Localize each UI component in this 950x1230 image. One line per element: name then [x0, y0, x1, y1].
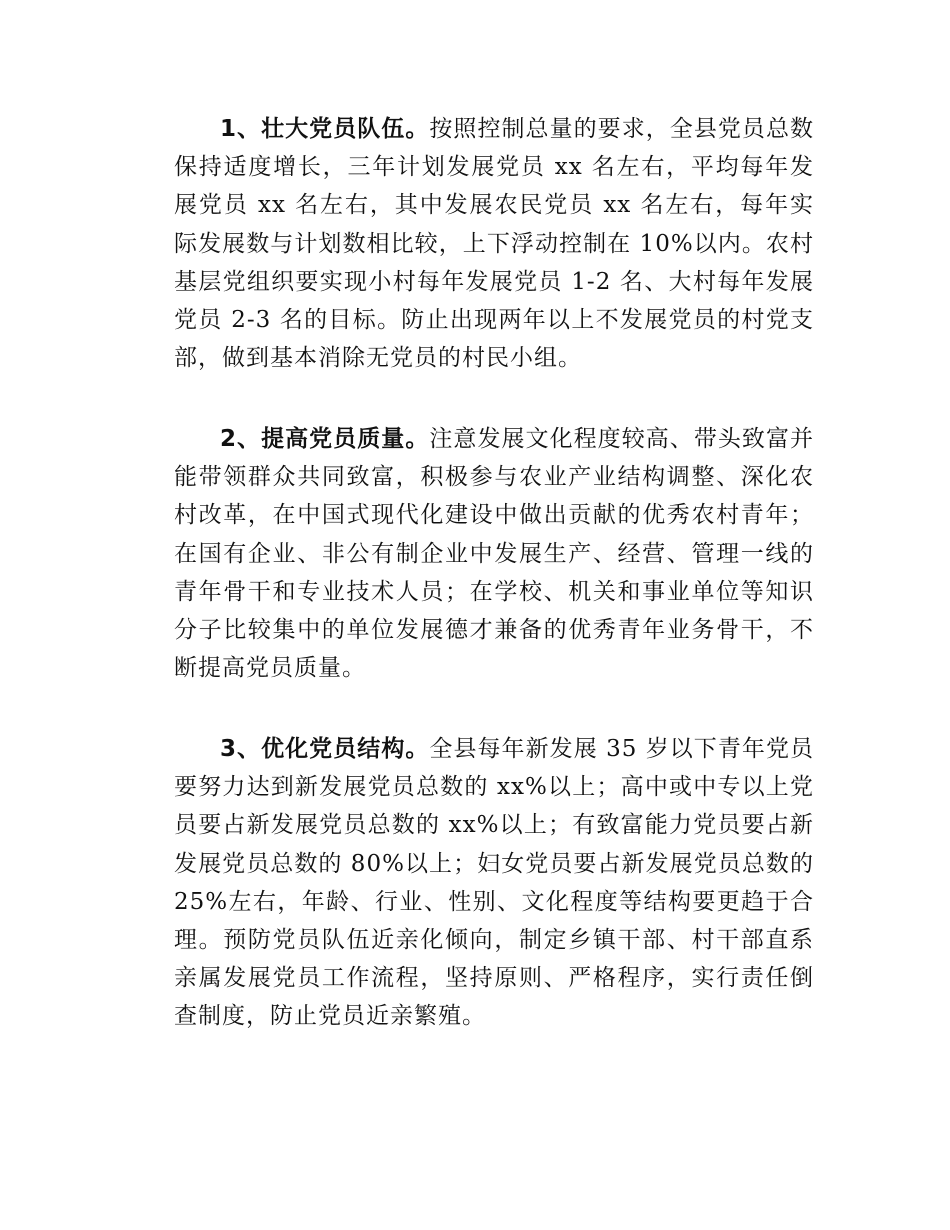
paragraph-2 [174, 420, 814, 687]
paragraph-3-heading: 3、优化党员结构。 [220, 736, 430, 762]
paragraph-1-heading: 1、壮大党员队伍。 [220, 116, 430, 142]
paragraph-2-heading: 2、提高党员质量。 [220, 426, 430, 452]
paragraph-1 [174, 110, 814, 377]
paragraph-3 [174, 730, 814, 1036]
paragraph-1-body: 按照控制总量的要求，全县党员总数保持适度增长，三年计划发展党员 xx 名左右，平均每年发展党员 xx 名左右，其中发展农民党员 xx 名左右，每年实际发展数与计划数相比较，上下浮动控制在 10%以内。农村基层党组织要实现小村每年发展党员 1-2 名、大村每年发展党员 2-3 名的目标。防止出现两年以上不发展党员的村党支部，做到基本消除无党员的村民小组。 [174, 116, 814, 372]
paragraph-2-body: 注意发展文化程度较高、带头致富并能带领群众共同致富，积极参与农业产业结构调整、深化农村改革，在中国式现代化建设中做出贡献的优秀农村青年；在国有企业、非公有制企业中发展生产、经营、管理一线的青年骨干和专业技术人员；在学校、机关和事业单位等知识分子比较集中的单位发展德才兼备的优秀青年业务骨干，不断提高党员质量。 [174, 426, 814, 682]
paragraph-3-body: 全县每年新发展 35 岁以下青年党员要努力达到新发展党员总数的 xx%以上；高中或中专以上党员要占新发展党员总数的 xx%以上；有致富能力党员要占新发展党员总数的 80%以上；妇女党员要占新发展党员总数的 25%左右，年龄、行业、性别、文化程度等结构要更趋于合理。预防党员队伍近亲化倾向，制定乡镇干部、村干部直系亲属发展党员工作流程，坚持原则、严格程序，实行责任倒查制度，防止党员近亲繁殖。 [174, 736, 814, 1030]
